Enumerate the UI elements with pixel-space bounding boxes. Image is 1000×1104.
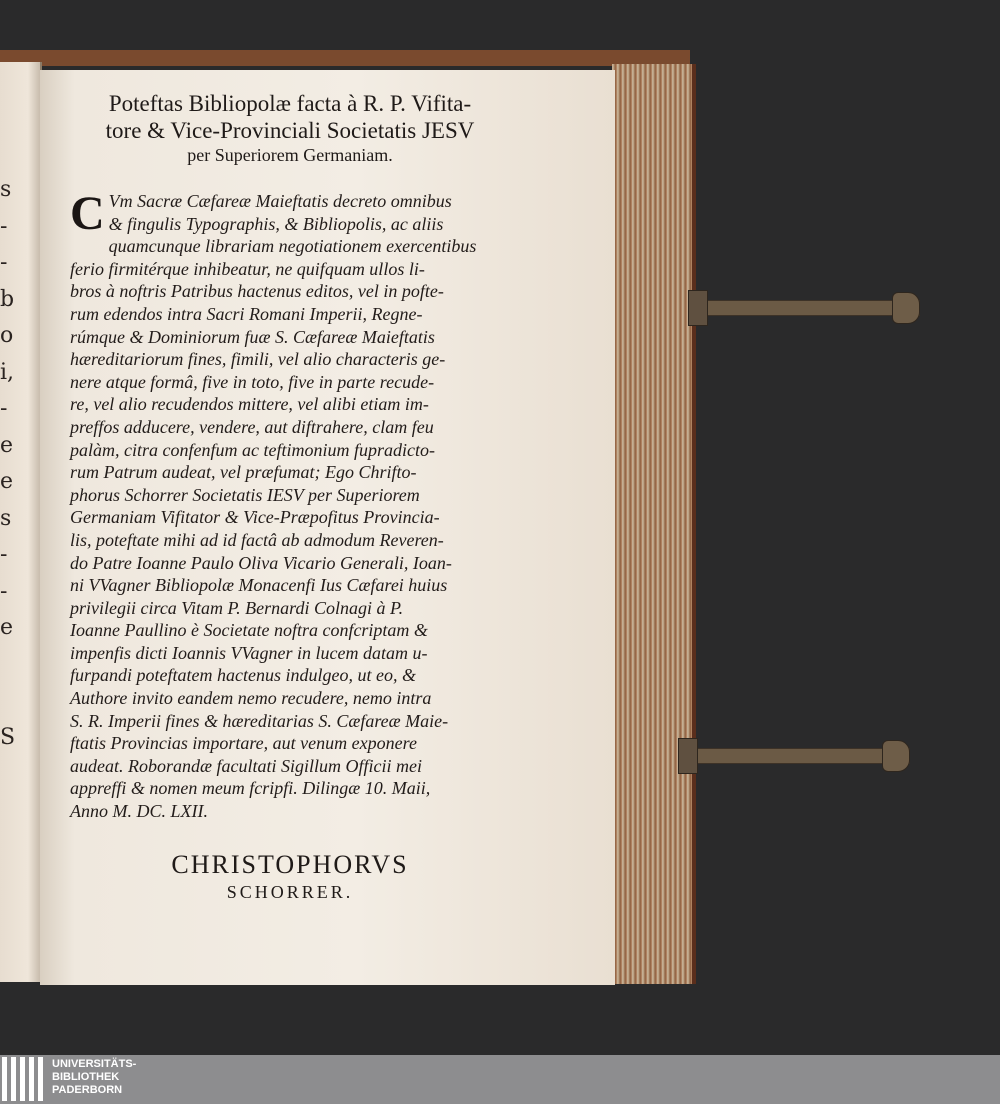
library-name-line-2: BIBLIOTHEK xyxy=(52,1071,120,1083)
left-edge-fragment xyxy=(0,683,18,720)
library-logo-icon xyxy=(2,1057,46,1101)
library-name-line-1: UNIVERSITÄTS- xyxy=(52,1058,137,1070)
page-edges xyxy=(612,64,696,984)
body-lines xyxy=(70,187,510,823)
body-line: re, vel alio recudendos mittere, vel alibi etiam im- xyxy=(70,394,429,415)
left-edge-fragment xyxy=(0,647,18,684)
body-line: impenfis dicti Ioannis VVagner in lucem datam u- xyxy=(70,642,428,663)
clasp-lower xyxy=(678,738,910,772)
left-edge-fragment: e xyxy=(0,615,14,640)
body-text xyxy=(70,187,510,823)
left-edge-fragment: b xyxy=(0,286,15,312)
body-line: ferio firmitérque inhibeatur, ne quifquam ullos li- xyxy=(70,258,425,279)
body-line: palàm, citra confenfum ac teftimonium fupradicto- xyxy=(70,439,435,460)
body-line: hæreditariorum fines, fimili, vel alio characteris ge- xyxy=(70,349,446,370)
left-edge-fragment: s xyxy=(0,505,12,531)
body-line: ftatis Provincias importare, aut venum exponere xyxy=(70,733,417,754)
library-name xyxy=(52,1058,136,1097)
body-line: furpandi poteftatem hactenus indulgeo, ut eo, & xyxy=(70,665,416,686)
body-line: Ioanne Paullino è Societate noftra confcriptam & xyxy=(70,620,428,641)
library-footer xyxy=(0,1055,1000,1104)
body-line: appreffi & nomen meum fcripfi. Dilingæ 10. Maii, xyxy=(70,778,431,799)
body-line: audeat. Roborandæ facultati Sigillum Officii mei xyxy=(70,755,422,776)
body-line: rúmque & Dominiorum fuæ S. Cæfareæ Maieftatis xyxy=(70,326,435,347)
left-edge-fragment: e xyxy=(0,432,14,458)
left-edge-fragment: - xyxy=(0,213,8,239)
drop-cap: C xyxy=(70,187,105,240)
body-line: Anno M. DC. LXII. xyxy=(70,801,208,822)
left-page xyxy=(0,62,42,982)
body-line: privilegii circa Vitam P. Bernardi Colnagi à P. xyxy=(70,597,404,618)
signature-name: CHRISTOPHORVS xyxy=(171,850,409,879)
left-edge-fragment: - xyxy=(0,396,8,421)
title-line-3: per Superiorem Germaniam. xyxy=(187,145,393,165)
signature-surname: SCHORRER. xyxy=(226,882,354,902)
left-edge-fragment: o xyxy=(0,323,14,348)
left-edge-fragment: - xyxy=(0,542,8,567)
body-line: rum Patrum audeat, vel præfumat; Ego Chrifto- xyxy=(70,462,417,483)
left-edge-fragment: e xyxy=(0,469,14,494)
body-line: lis, poteftate mihi ad id factâ ab admodum Reveren- xyxy=(70,529,444,550)
body-line: ni VVagner Bibliopolæ Monacenfi Ius Cæfarei huius xyxy=(70,575,448,596)
body-line: quamcunque librariam negotiationem exercentibus xyxy=(108,236,477,257)
left-page-edge-text xyxy=(0,172,18,756)
body-line: S. R. Imperii fines & hæreditarias S. Cæfareæ Maie- xyxy=(70,710,449,731)
body-line: Germaniam Vifitator & Vice-Præpofitus Provincia- xyxy=(70,507,440,528)
clasp-upper xyxy=(688,290,920,324)
body-line: phorus Schorrer Societatis IESV per Superiorem xyxy=(70,484,420,505)
left-edge-fragment: i, xyxy=(0,359,15,385)
body-line: rum edendos intra Sacri Romani Imperii, Regne- xyxy=(70,303,423,324)
body-line: Authore invito eandem nemo recudere, nemo intra xyxy=(70,688,432,709)
body-line: bros à noftris Patribus hactenus editos, vel in pofte- xyxy=(70,281,444,302)
library-name-line-3: PADERBORN xyxy=(52,1084,123,1096)
page-title xyxy=(70,90,510,166)
title-line-2: tore & Vice-Provinciali Societatis JESV xyxy=(105,118,475,143)
body-line: & fingulis Typographis, & Bibliopolis, ac aliis xyxy=(108,213,444,234)
body-line: Vm Sacræ Cæfareæ Maieftatis decreto omnibus xyxy=(108,191,452,211)
left-edge-fragment: - xyxy=(0,250,8,275)
body-line: nere atque formâ, five in toto, five in parte recude- xyxy=(70,371,435,392)
book-top-edge xyxy=(0,50,690,66)
title-line-1: Poteftas Bibliopolæ facta à R. P. Vifita- xyxy=(108,91,472,116)
left-edge-fragment: S xyxy=(0,724,16,750)
left-edge-fragment: s xyxy=(0,177,12,202)
body-line: preffos adducere, vendere, aut diftrahere, clam feu xyxy=(70,416,434,437)
body-line: do Patre Ioanne Paulo Oliva Vicario Generali, Ioan- xyxy=(70,552,452,573)
left-edge-fragment: - xyxy=(0,578,8,604)
